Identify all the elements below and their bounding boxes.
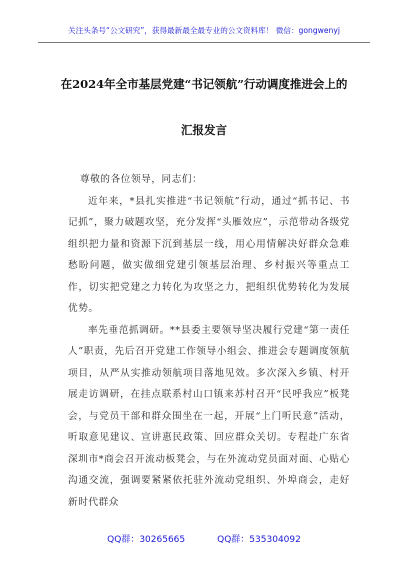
body-paragraph: 近年来，*县扎实推进“书记领航”行动，通过“抓书记、书记抓”，聚力破题攻坚，充分发挥“头雁效应”，示范带动各级党组织把力量和资源下沉到基层一线，用心用情解决好群众急难愁盼问题，做实做细党建引领基层治理、乡村振兴等重点工作，切实把党建之力转化为攻坚之力，把组织优势转化为发展优势。 xyxy=(68,195,350,314)
body-paragraph: 率先垂范抓调研。**县委主要领导坚决履行党建“第一责任人”职责，先后召开党建工作领导小组会、推进会专题调度领航项目，从严从实推动领航项目落地见效。多次深入乡镇、村开展走访调研，在挂点联系村山口镇来苏村召开“民呼我应”板凳会，与党员干部和群众围坐在一起，开展“上门听民意”活动，听取意见建议、宣讲惠民政策、回应群众关切。专程赴广东省深圳市*商会召开流动板凳会，与在外流动党员面对面、心贴心沟通交流，强调要紧紧依托驻外流动党组织、外埠商会，走好新时代群众 xyxy=(68,324,350,508)
document-title: 在2024年全市基层党建“书记领航”行动调度推进会上的 xyxy=(60,77,348,91)
page-footer xyxy=(0,532,408,545)
footer-qq-group-2: QQ群：535304092 xyxy=(217,535,301,545)
header-promo-text: 关注头条号“公文研究”，获得最新最全最专业的公文资料库！ 微信：gongwenyj xyxy=(68,26,340,35)
footer-qq-group-1: QQ群：30265665 xyxy=(107,535,186,545)
page-header xyxy=(38,20,370,43)
salutation: 尊敬的各位领导，同志们： xyxy=(80,174,203,185)
document-body xyxy=(68,169,350,513)
document-title-line2: 汇报发言 xyxy=(181,123,227,137)
